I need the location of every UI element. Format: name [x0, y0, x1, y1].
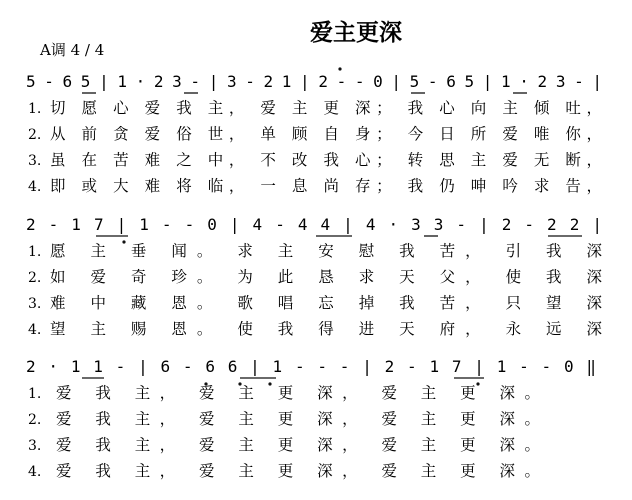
verse-number: 2.	[28, 127, 42, 143]
verse-number: 4.	[28, 464, 42, 480]
verse-number: 3.	[28, 153, 42, 169]
lyric-line: 切 愿 心 爱 我 主， 爱 主 更 深； 我 心 向 主 倾 吐，	[50, 99, 602, 117]
lyric-line: 如 爱 奇 珍。 为 此 恳 求 天 父， 使 我 深	[50, 268, 602, 286]
verse-number: 3.	[28, 438, 42, 454]
lyric-line: 爱 我 主， 爱 主 更 深， 爱 主 更 深。	[56, 462, 541, 480]
notation-line-3: 2 · 1 1 - | 6 - 6 6 | 1 - - - | 2 - 1 7 | 1 - - 0 ‖	[26, 357, 596, 376]
page-title: 爱主更深	[310, 20, 402, 46]
notation-line-1: 5 - 6 5 | 1 · 2 3 - | 3 - 2 1 | 2 - - 0 | 5 - 6 5 | 1 · 2 3 - |	[26, 72, 602, 91]
lyric-line: 从 前 贪 爱 俗 世， 单 顾 自 身； 今 日 所 爱 唯 你，	[50, 125, 602, 143]
verse-number: 1.	[28, 101, 42, 117]
verse-number: 2.	[28, 412, 42, 428]
octave-dots	[338, 67, 341, 70]
lyric-line: 虽 在 苦 难 之 中， 不 改 我 心； 转 思 主 爱 无 断，	[50, 151, 602, 169]
system-3	[26, 357, 596, 480]
system-2	[26, 215, 602, 338]
lyric-line: 愿 主 垂 闻。 求 主 安 慰 我 苦， 引 我 深	[50, 242, 602, 260]
lyric-line: 难 中 藏 恩。 歌 唱 忘 掉 我 苦， 只 望 深	[50, 294, 602, 312]
lyric-line: 即 或 大 难 将 临， 一 息 尚 存； 我 仍 呻 吟 求 告，	[50, 177, 602, 195]
lyric-line: 爱 我 主， 爱 主 更 深， 爱 主 更 深。	[56, 410, 541, 428]
verse-number: 2.	[28, 270, 42, 286]
verse-number: 4.	[28, 179, 42, 195]
verse-number: 3.	[28, 296, 42, 312]
notation-line-2: 2 - 1 7 | 1 - - 0 | 4 - 4 4 | 4 · 3 3 - | 2 - 2 2 |	[26, 215, 602, 234]
octave-dots	[122, 240, 125, 243]
lyric-line: 爱 我 主， 爱 主 更 深， 爱 主 更 深。	[56, 384, 541, 402]
lyric-line: 望 主 赐 恩。 使 我 得 进 天 府， 永 远 深	[50, 320, 602, 338]
lyric-line: 爱 我 主， 爱 主 更 深， 爱 主 更 深。	[56, 436, 541, 454]
verse-number: 1.	[28, 244, 42, 260]
verse-number: 4.	[28, 322, 42, 338]
verse-number: 1.	[28, 386, 42, 402]
system-1	[26, 67, 602, 195]
key-signature: A调 4 / 4	[40, 41, 105, 59]
